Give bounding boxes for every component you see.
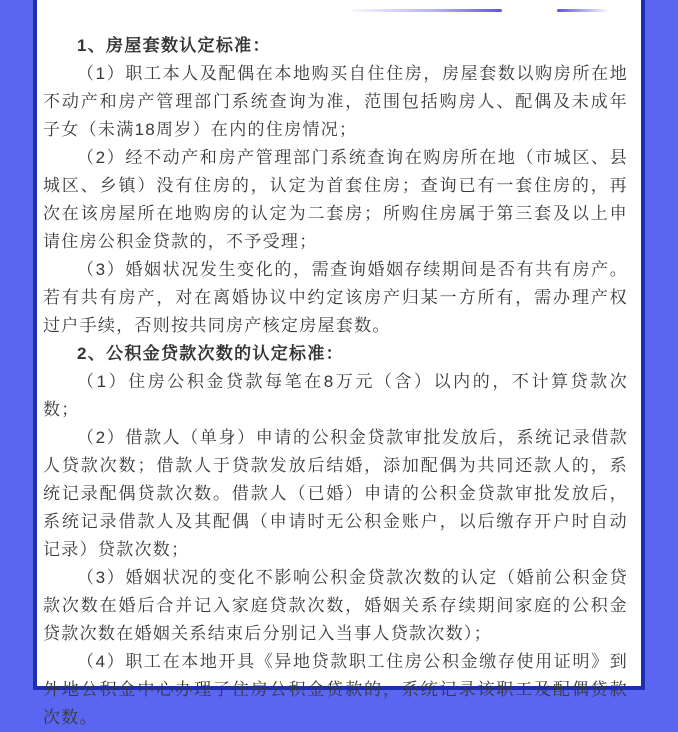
section-2-paragraph-4: （4）职工在本地开具《异地贷款职工住房公积金缴存使用证明》到外地公积金中心办理了住房公积金贷款的，系统记录该职工及配偶贷款次数。 — [43, 652, 628, 727]
section-2-paragraph-1: （1）住房公积金贷款每笔在8万元（含）以内的，不计算贷款次数； — [43, 372, 628, 419]
document-body — [37, 0, 641, 732]
section-1-heading: 1、房屋套数认定标准： — [77, 36, 271, 55]
section-2-heading: 2、公积金贷款次数的认定标准： — [77, 344, 344, 363]
section-2-paragraph-3: （3）婚姻状况的变化不影响公积金贷款次数的认定（婚前公积金贷款次数在婚后合并记入家庭贷款次数，婚姻关系存续期间家庭的公积金贷款次数在婚姻关系结束后分别记入当事人贷款次数）； — [43, 568, 628, 643]
content-card — [33, 0, 645, 727]
section-1-paragraph-1: （1）职工本人及配偶在本地购买自住住房，房屋套数以购房所在地不动产和房产管理部门系统查询为准，范围包括购房人、配偶及未成年子女（未满18周岁）在内的住房情况； — [43, 64, 628, 139]
section-1-paragraph-2: （2）经不动产和房产管理部门系统查询在购房所在地（市城区、县城区、乡镇）没有住房的，认定为首套住房；查询已有一套住房的，再次在该房屋所在地购房的认定为二套房；所购住房属于第三套及以上申请住房公积金贷款的，不予受理； — [43, 148, 628, 251]
section-1-paragraph-3: （3）婚姻状况发生变化的，需查询婚姻存续期间是否有共有房产。若有共有房产，对在离婚协议中约定该房产归某一方所有，需办理产权过户手续，否则按共同房产核定房屋套数。 — [43, 260, 628, 335]
section-2-paragraph-2: （2）借款人（单身）申请的公积金贷款审批发放后，系统记录借款人贷款次数；借款人于贷款发放后结婚，添加配偶为共同还款人的，系统记录配偶贷款次数。借款人（已婚）申请的公积金贷款审批发放后，系统记录借款人及其配偶（申请时无公积金账户，以后缴存开户时自动记录）贷款次数； — [43, 428, 628, 559]
